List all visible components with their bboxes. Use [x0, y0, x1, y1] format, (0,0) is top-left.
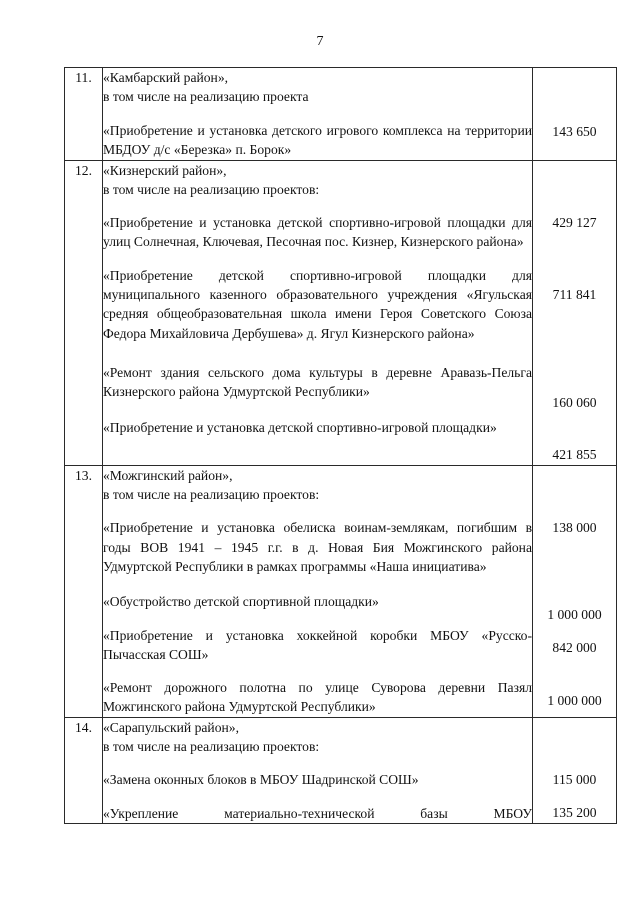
- funding-table: [64, 67, 617, 824]
- district-name: «Камбарский район»,: [103, 70, 229, 85]
- project-text: «Ремонт дорожного полотна по улице Суворова деревни Пазял Можгинского района Удмуртской Республики»: [103, 680, 532, 715]
- district-subtitle: в том числе на реализацию проектов:: [103, 487, 320, 503]
- project-amount: 711 841: [552, 286, 597, 302]
- table-row: [65, 465, 617, 717]
- project-text: «Приобретение и установка детской спортивно-игровой площадки для улиц Солнечная, Ключевая, Песочная пос. Кизнер, Кизнерского района»: [103, 215, 532, 250]
- project-text: «Приобретение и установка детской спортивно-игровой площадки»: [103, 419, 497, 435]
- district-name: «Можгинский район»,: [103, 467, 233, 483]
- row-number: 12.: [65, 160, 103, 465]
- project-text: «Укрепление материально-технической базы МБОУ: [103, 805, 532, 821]
- row-description: [103, 465, 533, 717]
- district-subtitle: в том числе на реализацию проектов:: [103, 739, 320, 755]
- table-row: [65, 160, 617, 465]
- project-text: «Приобретение и установка хоккейной коробки МБОУ «Русско-Пычасская СОШ»: [103, 627, 532, 662]
- row-number: 13.: [65, 465, 103, 717]
- row-number: 11.: [65, 68, 103, 161]
- row-amounts: [533, 68, 617, 161]
- project-amount: 135 200: [552, 805, 597, 821]
- district-subtitle: в том числе на реализацию проектов:: [103, 181, 320, 197]
- row-amounts: [533, 717, 617, 823]
- page-number: 7: [316, 34, 324, 49]
- table-row: [65, 717, 617, 823]
- row-description: [103, 717, 533, 823]
- project-text: «Приобретение и установка детского игрового комплекса на территории МБДОУ д/с «Березка» п. Борок»: [103, 122, 532, 157]
- project-amount: 1 000 000: [547, 692, 602, 708]
- project-amount: 160 060: [552, 395, 597, 411]
- row-description: [103, 68, 533, 161]
- project-amount: 842 000: [552, 640, 597, 656]
- project-amount: 429 127: [552, 214, 597, 230]
- table-row: [65, 68, 617, 161]
- row-number: 14.: [65, 717, 103, 823]
- project-text: «Ремонт здания сельского дома культуры в деревне Аравазь-Пельга Кизнерского района Удмуртской Республики»: [103, 364, 532, 400]
- project-amount: 421 855: [552, 447, 597, 463]
- district-name: «Кизнерский район»,: [103, 162, 227, 178]
- project-text: «Приобретение и установка обелиска воинам-землякам, погибшим в годы ВОВ 1941 – 1945 г.г. в д. Новая Бия Можгинского района Удмуртской Республики в рамках программы «Наша инициатива»: [103, 520, 532, 574]
- row-amounts: [533, 160, 617, 465]
- project-text: «Обустройство детской спортивной площадки»: [103, 594, 379, 610]
- project-amount: 138 000: [552, 519, 597, 535]
- district-subtitle: в том числе на реализацию проекта: [103, 89, 309, 105]
- district-name: «Сарапульский район»,: [103, 719, 239, 735]
- project-text: «Замена оконных блоков в МБОУ Шадринской СОШ»: [103, 772, 419, 788]
- row-description: [103, 160, 533, 465]
- project-amount: 1 000 000: [547, 607, 602, 623]
- project-amount: 115 000: [552, 771, 597, 787]
- project-amount: 143 650: [552, 124, 597, 139]
- row-amounts: [533, 465, 617, 717]
- project-text: «Приобретение детской спортивно-игровой площадки для муниципального казенного образовательного учреждения «Ягульская средняя общеобразовательная школа имени Героя Советского Союза Федора Михайловича Дербушева» д. Ягул Кизнерского района»: [103, 267, 532, 341]
